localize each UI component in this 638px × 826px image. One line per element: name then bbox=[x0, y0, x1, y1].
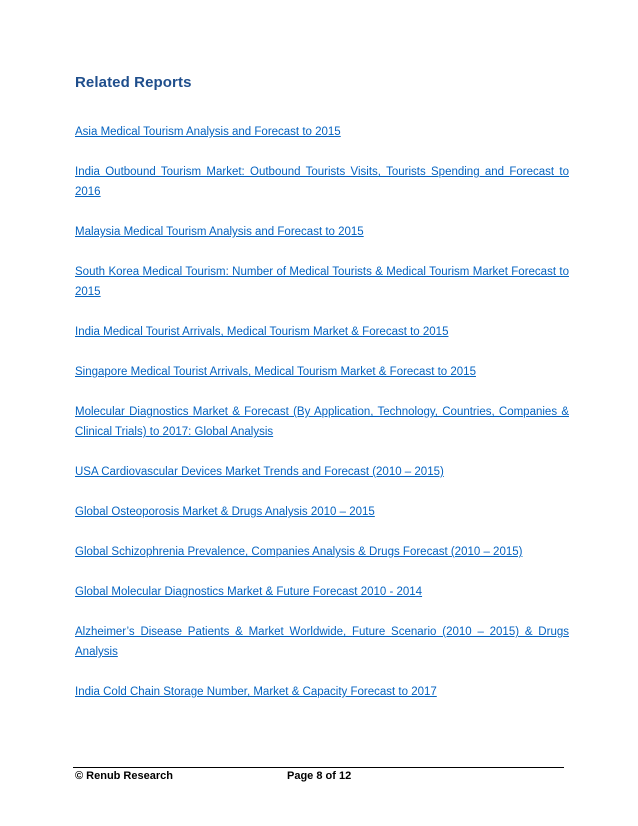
report-link-alzheimers-disease[interactable]: Alzheimer’s Disease Patients & Market Worldwide, Future Scenario (2010 – 2015) & Drugs Analysis bbox=[75, 626, 569, 658]
report-link-singapore-medical-tourist-arrivals[interactable]: Singapore Medical Tourist Arrivals, Medical Tourism Market & Forecast to 2015 bbox=[75, 366, 476, 378]
section-heading: Related Reports bbox=[75, 74, 192, 91]
report-link-malaysia-medical-tourism[interactable]: Malaysia Medical Tourism Analysis and Forecast to 2015 bbox=[75, 226, 364, 238]
report-link-india-outbound-tourism[interactable]: India Outbound Tourism Market: Outbound Tourists Visits, Tourists Spending and Forecast to 2016 bbox=[75, 166, 569, 198]
report-link-usa-cardiovascular-devices[interactable]: USA Cardiovascular Devices Market Trends and Forecast (2010 – 2015) bbox=[75, 466, 444, 478]
report-link-asia-medical-tourism[interactable]: Asia Medical Tourism Analysis and Forecast to 2015 bbox=[75, 126, 341, 138]
report-link-global-schizophrenia[interactable]: Global Schizophrenia Prevalence, Companies Analysis & Drugs Forecast (2010 – 2015) bbox=[75, 546, 523, 558]
report-link-india-medical-tourist-arrivals[interactable]: India Medical Tourist Arrivals, Medical Tourism Market & Forecast to 2015 bbox=[75, 326, 449, 338]
report-link-south-korea-medical-tourism[interactable]: South Korea Medical Tourism: Number of Medical Tourists & Medical Tourism Market Forecast to 2015 bbox=[75, 266, 569, 298]
report-link-global-osteoporosis[interactable]: Global Osteoporosis Market & Drugs Analysis 2010 – 2015 bbox=[75, 506, 375, 518]
footer-page-number: Page 8 of 12 bbox=[287, 770, 352, 782]
report-link-global-molecular-diagnostics[interactable]: Global Molecular Diagnostics Market & Future Forecast 2010 - 2014 bbox=[75, 586, 423, 598]
footer-copyright: © Renub Research bbox=[75, 770, 173, 782]
report-link-molecular-diagnostics-forecast[interactable]: Molecular Diagnostics Market & Forecast (By Application, Technology, Countries, Companies & Clinical Trials) to 2017: Global Analysis bbox=[75, 406, 569, 438]
report-link-india-cold-chain-storage[interactable]: India Cold Chain Storage Number, Market & Capacity Forecast to 2017 bbox=[75, 686, 437, 698]
footer-divider bbox=[73, 767, 564, 768]
